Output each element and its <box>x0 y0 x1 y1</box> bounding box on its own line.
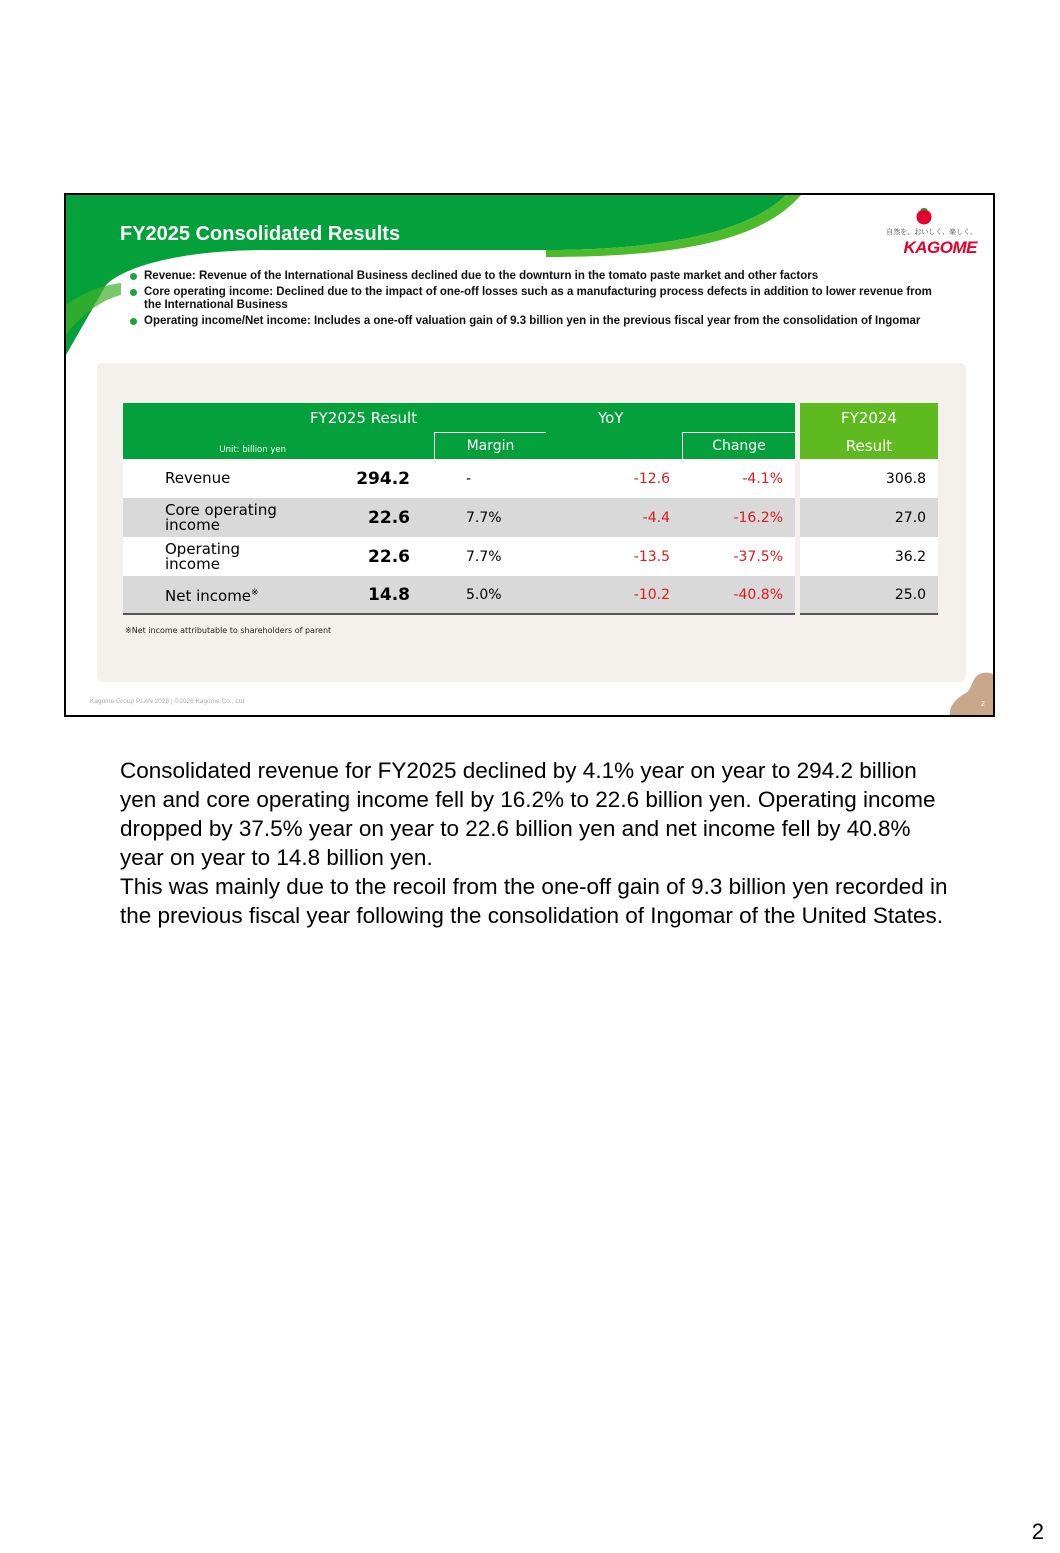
notes-paragraph-1: Consolidated revenue for FY2025 declined by 4.1% year on year to 294.2 billion yen and core operating income fell by 16.2% to 22.6 billion yen. Operating income dropped by 37.5% year on year to 22.6 billion yen and net income fell by 40.8% year on year to 14.8 billion yen. <box>120 758 936 870</box>
speaker-notes <box>120 756 950 930</box>
bullet-core-operating-income: Core operating income: Declined due to the impact of one-off losses such as a manufacturing process defects in addition to lower revenue from the International Business <box>130 286 950 312</box>
header-fy2024: FY2024 <box>800 403 938 432</box>
logo-wordmark: KAGOME <box>903 238 977 257</box>
slide-footer: Kagome Group PLAN 2028 | ©2026 Kagome Co., Ltd <box>90 698 245 705</box>
table-header-row-1 <box>123 403 938 432</box>
row-label: Revenue <box>123 459 298 498</box>
bullet-operating-net-income: Operating income/Net income: Includes a one-off valuation gain of 9.3 billion yen in the previous fiscal year from the consolidation of Ingomar <box>130 315 950 328</box>
row-label: Core operating income <box>123 498 298 537</box>
header-fy2025-result: FY2025 Result <box>298 403 546 432</box>
page-number: 2 <box>1031 1519 1044 1544</box>
prev-value: 27.0 <box>800 498 938 537</box>
yoy-value: -4.4 <box>546 498 682 537</box>
slide-title: FY2025 Consolidated Results <box>120 223 401 245</box>
table-row-core-operating-income <box>123 498 938 537</box>
result-value: 22.6 <box>298 537 434 576</box>
unit-label: Unit: billion yen <box>123 403 298 459</box>
result-value: 22.6 <box>298 498 434 537</box>
row-label: Operating income <box>123 537 298 576</box>
summary-bullets <box>130 270 950 331</box>
header-margin: Margin <box>434 432 546 459</box>
logo-tagline: 自然を、おいしく、楽しく。 <box>886 228 977 236</box>
result-value: 294.2 <box>298 459 434 498</box>
result-value: 14.8 <box>298 576 434 615</box>
results-table <box>123 403 938 615</box>
margin-value: - <box>434 459 546 498</box>
footnote-mark: ※ <box>251 587 259 598</box>
table-row-revenue <box>123 459 938 498</box>
change-value: -40.8% <box>682 576 795 615</box>
prev-value: 36.2 <box>800 537 938 576</box>
row-label: Net income※ <box>123 576 298 615</box>
header-change: Change <box>682 432 795 459</box>
corner-decoration <box>941 663 995 717</box>
change-value: -37.5% <box>682 537 795 576</box>
results-panel <box>97 363 966 682</box>
yoy-value: -13.5 <box>546 537 682 576</box>
table-footnote: ※Net income attributable to shareholders of parent <box>125 626 332 635</box>
prev-value: 306.8 <box>800 459 938 498</box>
header-yoy: YoY <box>546 403 795 432</box>
slide <box>64 193 995 717</box>
prev-value: 25.0 <box>800 576 938 615</box>
header-result: Result <box>800 432 938 459</box>
margin-value: 7.7% <box>434 498 546 537</box>
bullet-revenue: Revenue: Revenue of the International Business declined due to the downturn in the tomato paste market and other factors <box>130 270 950 283</box>
yoy-value: -10.2 <box>546 576 682 615</box>
margin-value: 7.7% <box>434 537 546 576</box>
kagome-logo <box>887 205 977 255</box>
change-value: -4.1% <box>682 459 795 498</box>
margin-value: 5.0% <box>434 576 546 615</box>
tomato-icon <box>915 207 933 225</box>
notes-paragraph-2: This was mainly due to the recoil from the one-off gain of 9.3 billion yen recorded in the previous fiscal year following the consolidation of Ingomar of the United States. <box>120 874 948 928</box>
table-row-net-income <box>123 576 938 615</box>
slide-number: 2 <box>981 701 985 708</box>
table-row-operating-income <box>123 537 938 576</box>
yoy-value: -12.6 <box>546 459 682 498</box>
change-value: -16.2% <box>682 498 795 537</box>
